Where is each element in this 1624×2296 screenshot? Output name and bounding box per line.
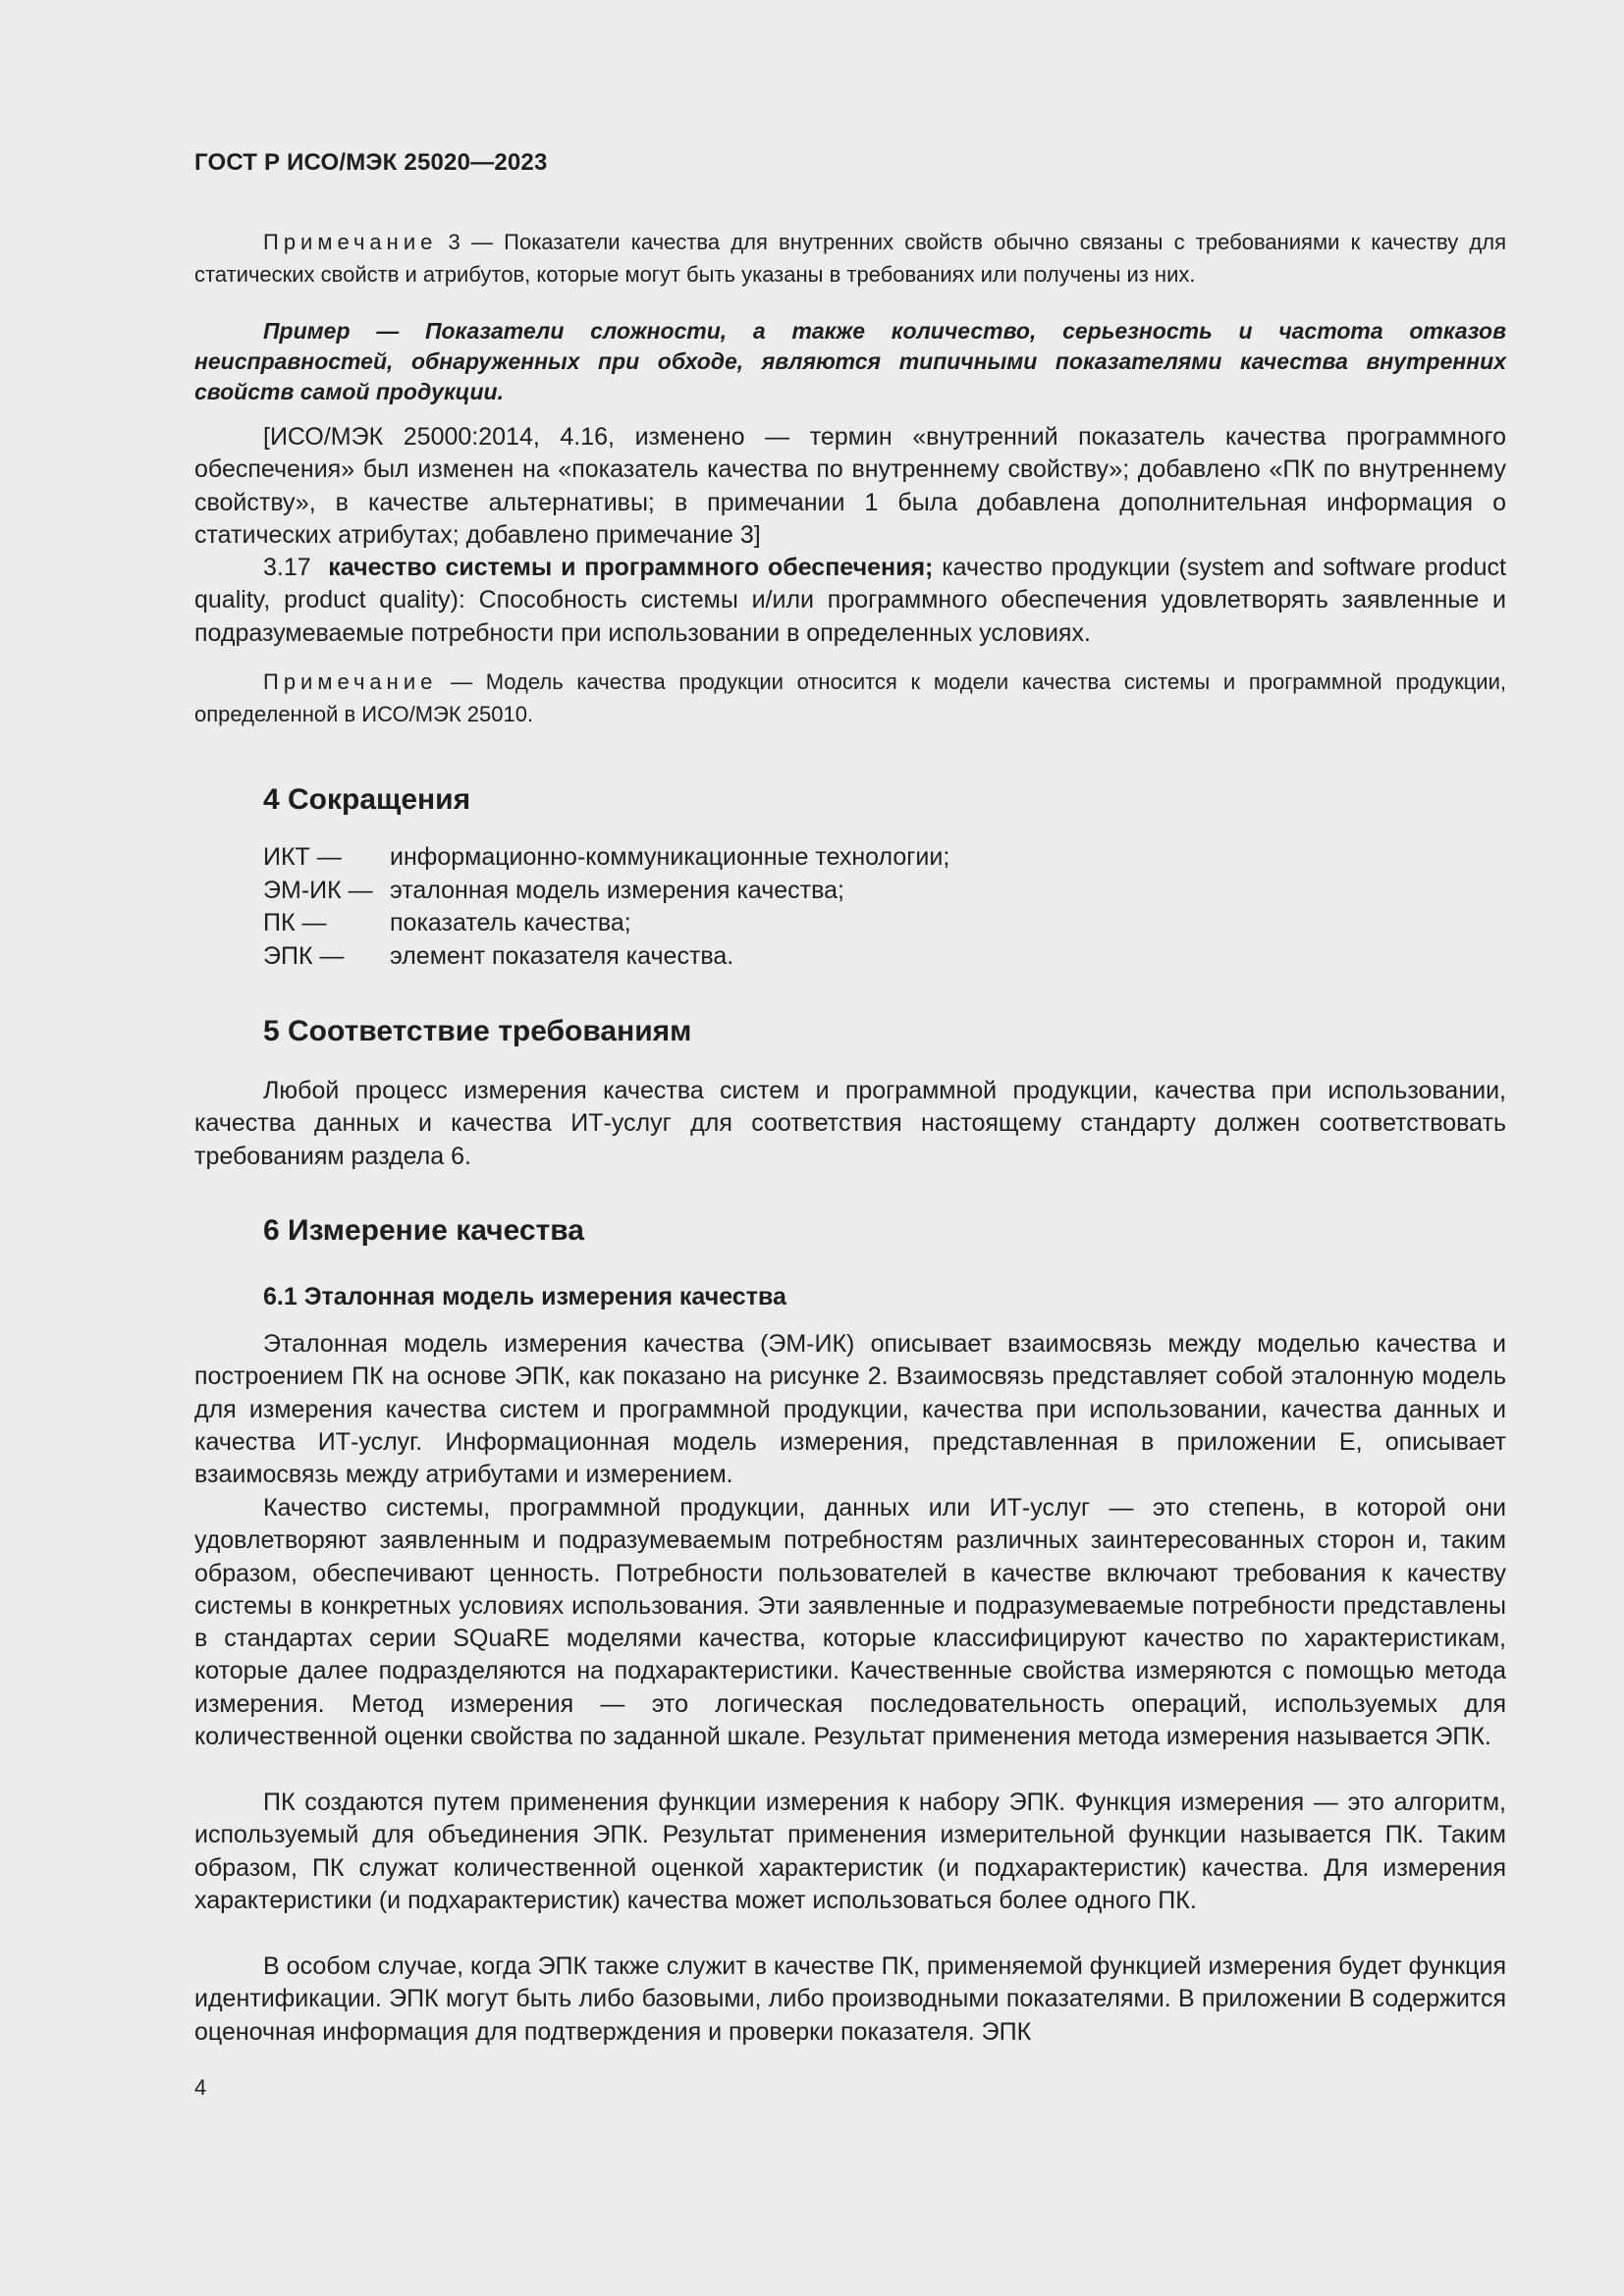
- section-4-heading: 4 Сокращения: [263, 783, 471, 816]
- abbreviation-term: ИКТ —: [263, 843, 342, 871]
- document-header: ГОСТ Р ИСО/МЭК 25020—2023: [194, 149, 548, 176]
- abbreviation-item: [263, 907, 949, 940]
- note-3: [194, 226, 1506, 291]
- term-title: качество системы и программного обеспечения;: [328, 554, 934, 581]
- abbreviation-list: [263, 841, 949, 973]
- term-3-17: [194, 552, 1506, 650]
- abbreviation-item: [263, 940, 949, 974]
- section-6-paragraph-1: Эталонная модель измерения качества (ЭМ-ИК) описывает взаимосвязь между моделью качества и построением ПК на основе ЭПК, как показано на рисунке 2. Взаимосвязь представляет собой эталонную модель для измерения качества систем и программной продукции, качества при использовании, качества данных и качества ИТ-услуг. Информационная модель измерения, представленная в приложении Е, описывает взаимосвязь между атрибутами и измерением.: [194, 1330, 1506, 1489]
- term-definition: качество продукции (system and software product quality, product quality): Способность системы и/или программного обеспечения удовлетворять заявленные и подразумеваемые потребности при использовании в определенных условиях.: [194, 554, 1506, 647]
- page-number: 4: [194, 2075, 207, 2100]
- section-6-paragraph-4: В особом случае, когда ЭПК также служит в качестве ПК, применяемой функцией измерения будет функция идентификации. ЭПК могут быть либо базовыми, либо производными показателями. В приложении В содержится оценочная информация для подтверждения и проверки показателя. ЭПК: [194, 1952, 1506, 2046]
- example-paragraph: Пример — Показатели сложности, а также количество, серьезность и частота отказов неисправностей, обнаруженных при обходе, являются типичными показателями качества внутренних свойств самой продукции.: [194, 318, 1506, 404]
- abbreviation-definition: элемент показателя качества.: [390, 941, 734, 970]
- section-6-paragraph-2: Качество системы, программной продукции, данных или ИТ-услуг — это степень, в которой они удовлетворяют заявленным и подразумеваемым потребностям различных заинтересованных сторон и, таким образом, обеспечивают ценность. Потребности пользователей в качестве включают требования к качеству системы в конкретных условиях использования. Эти заявленные и подразумеваемые потребности представлены в стандартах серии SQuaRE моделями качества, которые классифицируют качество по характеристикам, которые далее подразделяются на подхарактеристики. Качественные свойства измеряются с помощью метода измерения. Метод измерения — это логическая последовательность операций, используемых для количественной оценки свойства по заданной шкале. Результат применения метода измерения называется ЭПК.: [194, 1494, 1506, 1751]
- section-6-heading: 6 Измерение качества: [263, 1214, 584, 1247]
- section-5-heading: 5 Соответствие требованиям: [263, 1015, 692, 1047]
- note-text: 3 — Показатели качества для внутренних свойств обычно связаны с требованиями к качеству для статических свойств и атрибутов, которые могут быть указаны в требованиях или получены из них.: [194, 230, 1506, 287]
- abbreviation-definition: эталонная модель измерения качества;: [390, 876, 844, 904]
- note-3-17: [194, 666, 1506, 730]
- section-6-paragraph-3: ПК создаются путем применения функции измерения к набору ЭПК. Функция измерения — это алгоритм, используемый для объединения ЭПК. Результат применения измерительной функции называется ПК. Таким образом, ПК служат количественной оценкой характеристик (и подхарактеристик) качества. Для измерения характеристики (и подхарактеристик) качества может использоваться более одного ПК.: [194, 1789, 1506, 1914]
- abbreviation-definition: информационно-коммуникационные технологии;: [390, 843, 950, 871]
- abbreviation-term: ЭМ-ИК —: [263, 876, 373, 904]
- note-text: — Модель качества продукции относится к модели качества системы и программной продукции, определенной в ИСО/МЭК 25010.: [194, 669, 1506, 726]
- abbreviation-item: [263, 875, 949, 908]
- note-label: Примечание: [263, 669, 438, 694]
- abbreviation-item: [263, 841, 949, 875]
- note-label: Примечание: [263, 230, 438, 254]
- subsection-6-1-heading: 6.1 Эталонная модель измерения качества: [263, 1283, 786, 1310]
- abbreviation-term: ЭПК —: [263, 941, 345, 970]
- abbreviation-definition: показатель качества;: [390, 909, 631, 936]
- source-paragraph: [ИСО/МЭК 25000:2014, 4.16, изменено — термин «внутренний показатель качества программного обеспечения» был изменен на «показатель качества по внутреннему свойству»; добавлено «ПК по внутреннему свойству», в качестве альтернативы; в примечании 1 была добавлена дополнительная информация о статических атрибутах; добавлено примечание 3]: [194, 423, 1506, 549]
- term-number: 3.17: [263, 554, 311, 581]
- abbreviation-term: ПК —: [263, 909, 327, 936]
- section-5-paragraph: Любой процесс измерения качества систем и программной продукции, качества при использовании, качества данных и качества ИТ-услуг для соответствия настоящему стандарту должен соответствовать требованиям раздела 6.: [194, 1077, 1506, 1170]
